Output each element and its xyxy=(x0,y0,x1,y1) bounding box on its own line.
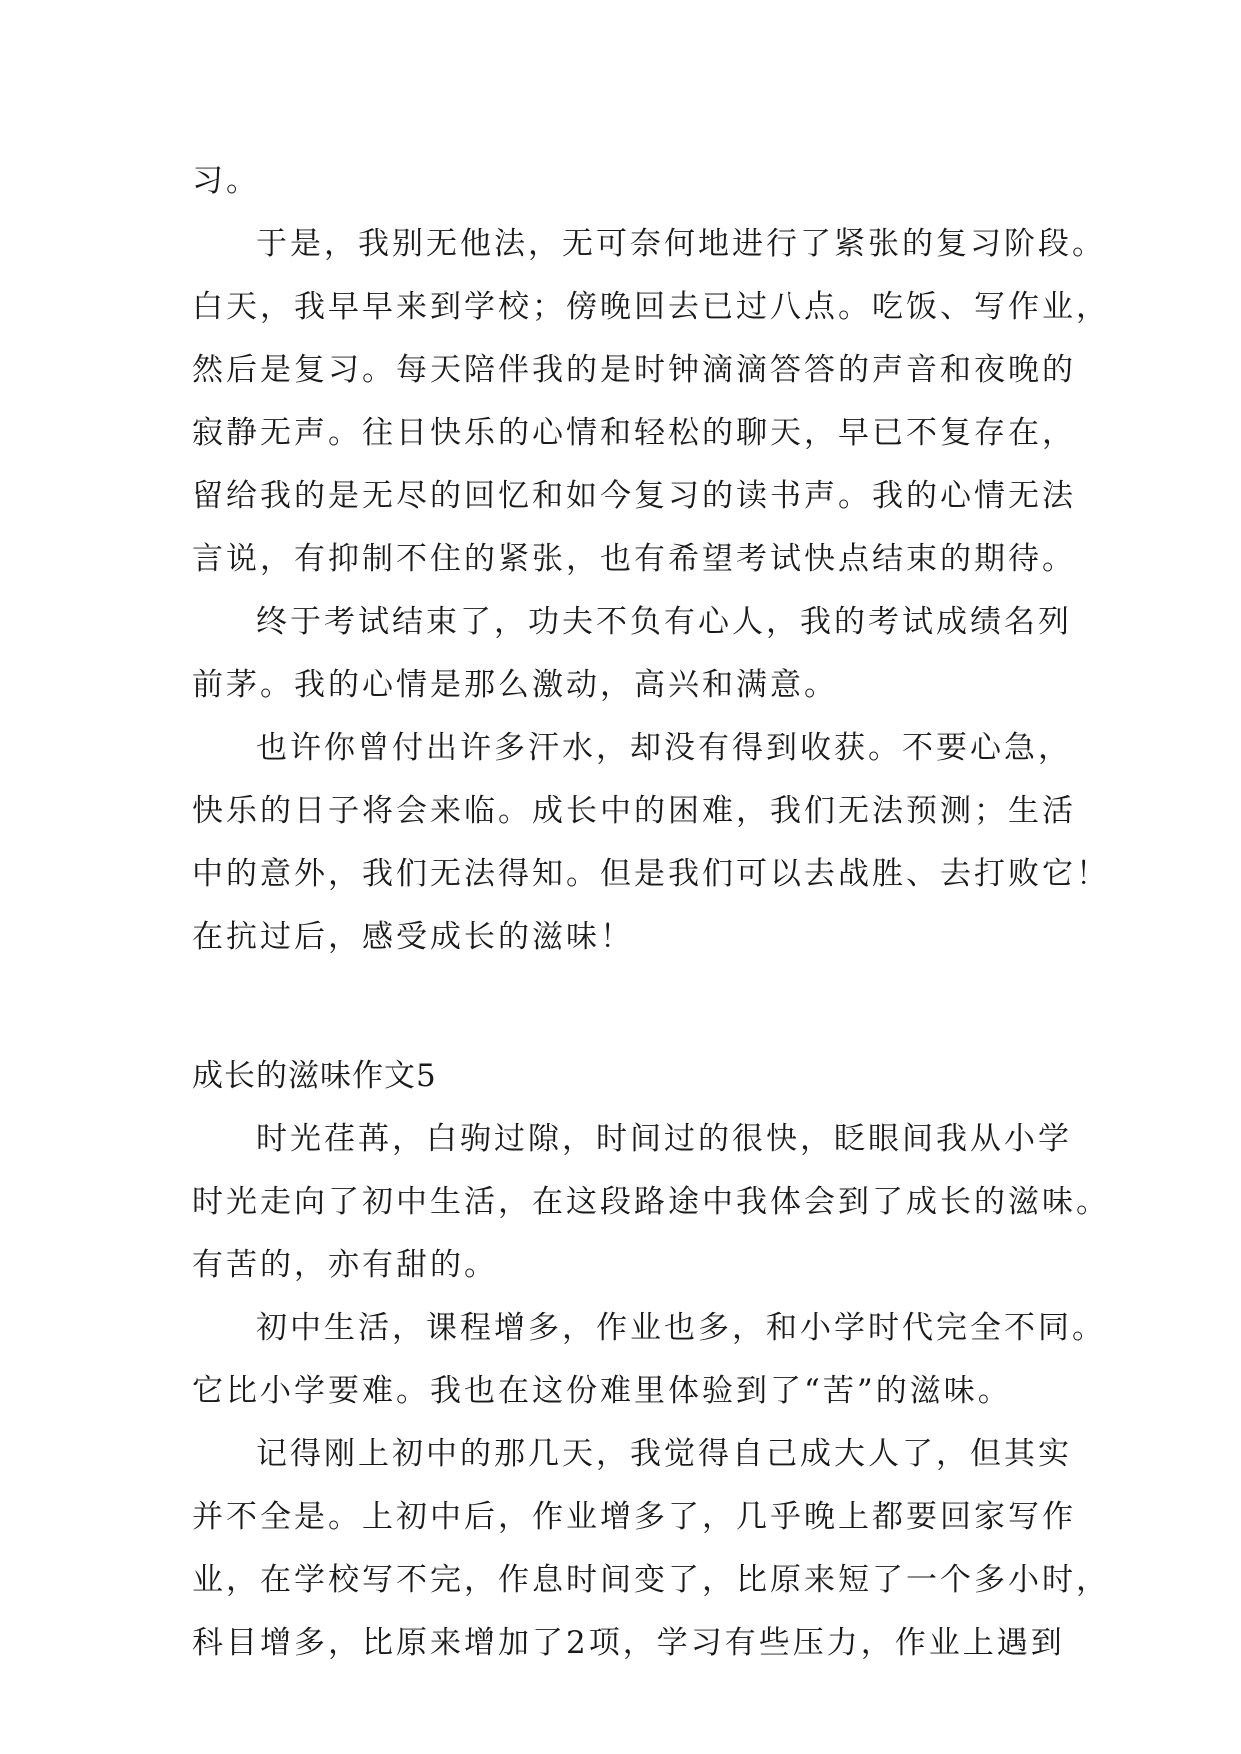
paragraph-line: 中的意外，我们无法得知。但是我们可以去战胜、去打败它！ xyxy=(192,856,1110,892)
paragraph-line: 习。 xyxy=(192,163,260,199)
paragraph-line: 并不全是。上初中后，作业增多了，几乎晚上都要回家写作 xyxy=(192,1499,1076,1535)
paragraph-line: 时光荏苒，白驹过隙，时间过的很快，眨眼间我从小学 xyxy=(256,1121,1072,1157)
paragraph-line: 留给我的是无尽的回忆和如今复习的读书声。我的心情无法 xyxy=(192,478,1076,514)
paragraph-line: 白天，我早早来到学校；傍晚回去已过八点。吃饭、写作业， xyxy=(192,289,1110,325)
paragraph-line: 寂静无声。往日快乐的心情和轻松的聊天，早已不复存在， xyxy=(192,415,1076,451)
paragraph-line: 有苦的，亦有甜的。 xyxy=(192,1247,498,1283)
paragraph-line: 在抗过后，感受成长的滋味！ xyxy=(192,919,634,955)
paragraph-line: 科目增多，比原来增加了2项，学习有些压力，作业上遇到 xyxy=(192,1625,1065,1661)
paragraph-line: 初中生活，课程增多，作业也多，和小学时代完全不同。 xyxy=(256,1310,1106,1346)
paragraph-line: 业，在学校写不完，作息时间变了，比原来短了一个多小时， xyxy=(192,1562,1110,1598)
document-body xyxy=(192,150,1110,1675)
paragraph-line: 记得刚上初中的那几天，我觉得自己成大人了，但其实 xyxy=(256,1436,1072,1472)
paragraph-line: 也许你曾付出许多汗水，却没有得到收获。不要心急， xyxy=(256,730,1072,766)
paragraph-line: 然后是复习。每天陪伴我的是时钟滴滴答答的声音和夜晚的 xyxy=(192,352,1076,388)
section-gap xyxy=(192,969,1092,1045)
paragraph-line: 言说，有抑制不住的紧张，也有希望考试快点结束的期待。 xyxy=(192,541,1076,577)
section-heading: 成长的滋味作文5 xyxy=(192,1058,437,1094)
paragraph-line: 前茅。我的心情是那么激动，高兴和满意。 xyxy=(192,667,838,703)
paragraph-line: 终于考试结束了，功夫不负有心人，我的考试成绩名列 xyxy=(256,604,1072,640)
paragraph-line: 快乐的日子将会来临。成长中的困难，我们无法预测；生活 xyxy=(192,793,1076,829)
paragraph-line: 它比小学要难。我也在这份难里体验到了“苦”的滋味。 xyxy=(192,1373,1012,1409)
paragraph-line: 于是，我别无他法，无可奈何地进行了紧张的复习阶段。 xyxy=(256,226,1106,262)
paragraph-line: 时光走向了初中生活，在这段路途中我体会到了成长的滋味。 xyxy=(192,1184,1110,1220)
